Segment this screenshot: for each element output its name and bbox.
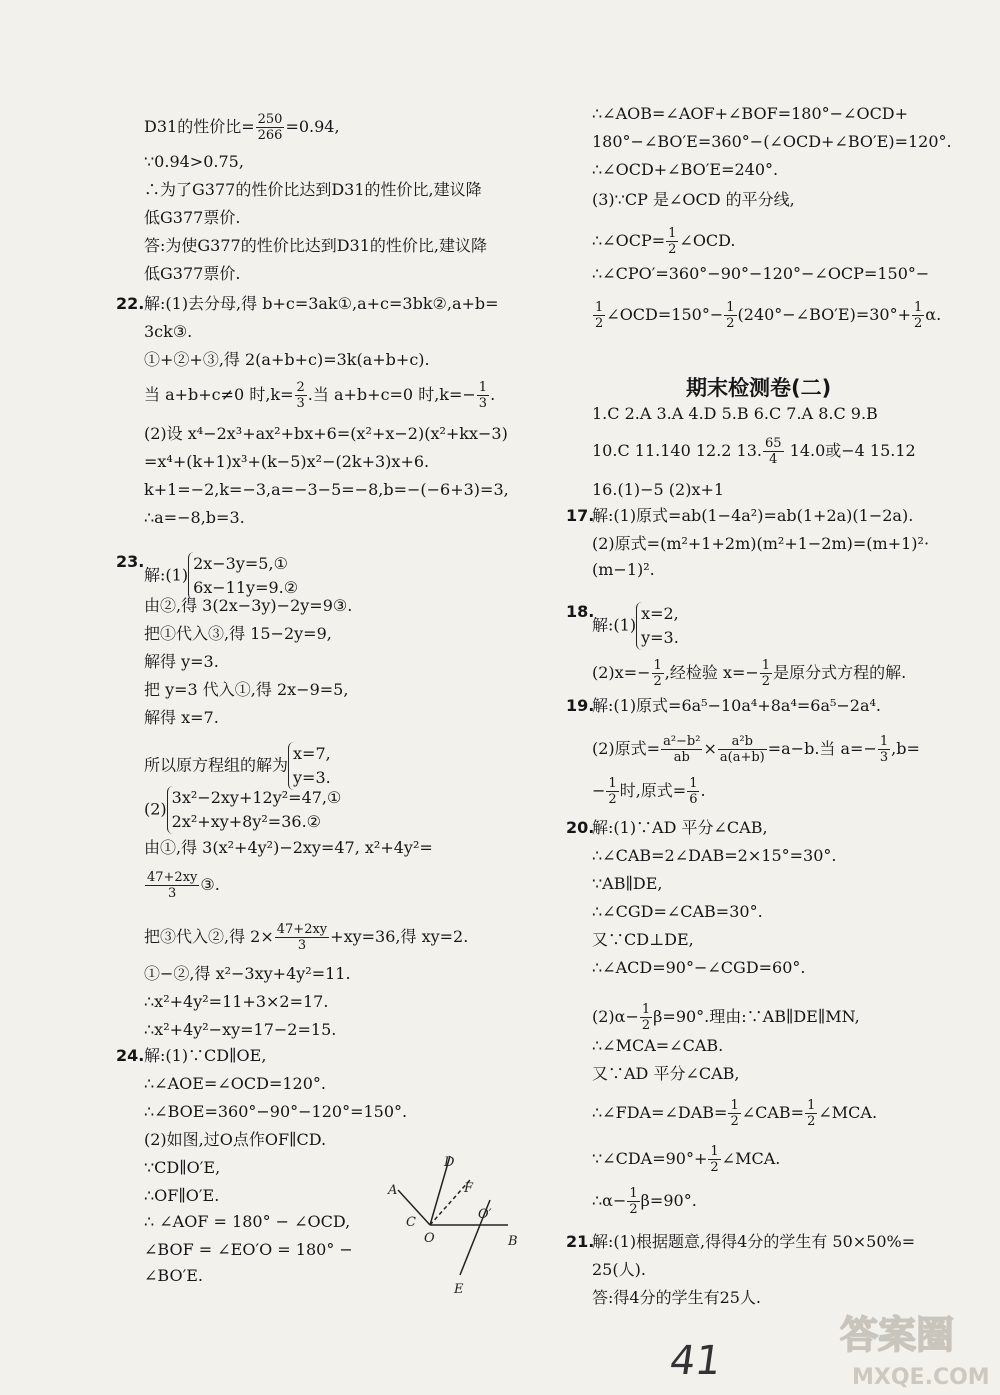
fraction	[275, 922, 329, 953]
text-line	[592, 846, 836, 866]
fraction	[687, 776, 699, 807]
fraction	[627, 1186, 639, 1217]
fraction	[912, 300, 924, 331]
text: (2)原式=	[592, 739, 661, 758]
text-line	[144, 1102, 407, 1122]
text: ∴∠AOE=∠OCD=120°.	[144, 1074, 326, 1093]
text: .	[490, 385, 496, 404]
label-f: F	[464, 1181, 474, 1196]
text-line	[144, 1130, 326, 1150]
text-line	[144, 112, 340, 143]
text: ∴∠ACD=90°−∠CGD=60°.	[592, 958, 806, 977]
text-line	[144, 236, 487, 256]
text-line	[592, 930, 694, 950]
text-line	[592, 436, 916, 467]
question-number: 19.	[566, 696, 595, 715]
fraction	[878, 734, 890, 765]
numerator: 1	[689, 776, 698, 791]
text: ③.	[200, 875, 220, 894]
text-line	[592, 776, 706, 807]
text-line	[116, 1046, 267, 1066]
text-line	[592, 1002, 860, 1033]
text-line	[144, 1212, 350, 1232]
label-e: E	[454, 1282, 464, 1297]
svg-text:MXQE.COM: MXQE.COM	[852, 1365, 990, 1390]
text-line	[144, 1186, 219, 1206]
numerator: 1	[710, 1144, 719, 1159]
text: β=90°.理由:∵AB∥DE∥MN,	[653, 1007, 860, 1026]
text: 低G377票价.	[144, 264, 241, 283]
text-line	[592, 104, 908, 124]
numerator: 47+2xy	[147, 870, 198, 885]
text: ×	[703, 739, 717, 758]
text-line	[592, 1288, 761, 1308]
text: .	[700, 781, 706, 800]
denominator: ab	[673, 750, 690, 765]
text-line	[592, 658, 906, 689]
fraction	[805, 1098, 817, 1129]
text: ∴a=−8,b=3.	[144, 508, 245, 527]
fraction	[640, 1002, 652, 1033]
fraction	[295, 380, 307, 411]
text: 解得 y=3.	[144, 652, 219, 671]
denominator: 2	[726, 316, 735, 331]
equation: x=7,	[293, 744, 331, 763]
text: 解:(1)∵AD 平分∠CAB,	[592, 818, 768, 837]
section-heading: 期末检测卷(二)	[686, 376, 832, 400]
text: ∴∠AOB=∠AOF+∠BOF=180°−∠OCD+	[592, 104, 909, 123]
label-a: A	[388, 1183, 398, 1198]
text: ①−②,得 x²−3xy+4y²=11.	[144, 964, 351, 983]
numerator: a²b	[718, 734, 767, 750]
text: 180°−∠BO′E=360°−(∠OCD+∠BO′E)=120°.	[592, 132, 952, 151]
text: ∴x²+4y²−xy=17−2=15.	[144, 1020, 337, 1039]
label-o-prime: O′	[478, 1207, 492, 1222]
numerator: 1	[595, 300, 604, 315]
text: (2)α−	[592, 1007, 639, 1026]
text: ∴∠CGD=∠CAB=30°.	[592, 902, 763, 921]
text-line	[566, 818, 768, 838]
text: (240°−∠BO′E)=30°+	[737, 305, 912, 324]
text: 答:为使G377的性价比达到D31的性价比,建议降	[144, 236, 487, 255]
denominator: 3	[168, 886, 177, 901]
fraction	[477, 380, 489, 411]
text-line	[592, 902, 763, 922]
equation: 6x−11y=9.②	[193, 578, 299, 597]
text: ∵∠CDA=90°+	[592, 1149, 708, 1168]
question-number: 23.	[116, 552, 145, 571]
fraction	[728, 1098, 740, 1129]
text: ∴∠CPO′=360°−90°−120°−∠OCP=150°−	[592, 264, 930, 283]
text: ①+②+③,得 2(a+b+c)=3k(a+b+c).	[144, 350, 430, 369]
text: =0.94,	[285, 117, 340, 136]
text: (2)如图,过O点作OF∥CD.	[144, 1130, 327, 1149]
text-line	[566, 602, 679, 650]
text: 把①代入③,得 15−2y=9,	[144, 624, 332, 643]
numerator: 1	[478, 380, 488, 395]
denominator: 3	[296, 396, 305, 411]
text-line	[592, 480, 724, 500]
fraction	[763, 436, 784, 467]
numerator: 1	[914, 300, 923, 315]
text-line	[566, 506, 914, 526]
text-line	[592, 534, 929, 554]
text: ∴x²+4y²=11+3×2=17.	[144, 992, 329, 1011]
page-number: 41	[666, 1338, 725, 1384]
numerator: 47+2xy	[276, 922, 328, 937]
equation: 3x²−2xy+12y²=47,①	[171, 788, 342, 807]
numerator: 1	[726, 300, 735, 315]
text: ∴ ∠AOF = 180° − ∠OCD,	[144, 1212, 351, 1231]
text-line	[144, 708, 219, 728]
text-line	[144, 870, 220, 901]
text-line	[144, 992, 328, 1012]
text-line	[566, 1232, 916, 1252]
denominator: 2	[761, 674, 771, 689]
text: ∠BO′E.	[144, 1266, 203, 1285]
text-line	[144, 208, 240, 228]
text: ∴OF∥O′E.	[144, 1186, 220, 1205]
fraction	[652, 658, 664, 689]
text-line	[144, 1240, 353, 1260]
text: 由①,得 3(x²+4y²)−2xy=47, x²+4y²=	[144, 838, 433, 857]
denominator: 2	[608, 792, 617, 807]
fraction	[708, 1144, 720, 1175]
text-line	[592, 300, 941, 331]
text-line	[592, 226, 736, 257]
fraction	[718, 734, 767, 765]
numerator: 1	[641, 1002, 651, 1017]
text-line	[592, 1098, 877, 1129]
text: ,b=	[891, 739, 920, 758]
text: ∴∠BOE=360°−90°−120°=150°.	[144, 1102, 408, 1121]
text-line	[144, 480, 509, 500]
numerator: 1	[730, 1098, 739, 1113]
numerator: a²−b²	[663, 734, 701, 749]
text: (2)原式=(m²+1+2m)(m²+1−2m)=(m+1)²·	[592, 534, 930, 553]
text-line	[592, 264, 929, 284]
text: ∠MCA.	[721, 1149, 781, 1168]
text: α.	[925, 305, 942, 324]
text: ∴∠MCA=∠CAB.	[592, 1036, 724, 1055]
text-line	[144, 922, 468, 953]
text-line	[592, 1260, 646, 1280]
equation: 2x²+xy+8y²=36.②	[171, 812, 321, 831]
text-line	[144, 652, 219, 672]
text-line	[144, 180, 482, 200]
text: 把③代入②,得 2×	[144, 927, 274, 946]
text: ∠BOF = ∠EO′O = 180° −	[144, 1240, 353, 1259]
equation-system	[288, 742, 331, 790]
text: ∵AB∥DE,	[592, 874, 663, 893]
text: 解:(1)	[144, 565, 189, 585]
denominator: a(a+b)	[719, 750, 765, 765]
equation-system	[636, 602, 679, 650]
text-line	[592, 1036, 723, 1056]
text-line	[116, 294, 499, 314]
text-line	[592, 734, 920, 765]
text-line	[592, 874, 662, 894]
text: ,经检验 x=−	[664, 663, 759, 682]
numerator: 1	[761, 658, 771, 673]
text-line	[144, 838, 433, 858]
svg-text:答案圈: 答案圈	[840, 1313, 955, 1357]
denominator: 266	[257, 128, 283, 143]
text-line	[144, 350, 430, 370]
text-line	[144, 786, 341, 834]
text: (2)设 x⁴−2x³+ax²+bx+6=(x²+x−2)(x²+kx−3)	[144, 424, 508, 443]
text: ∴∠CAB=2∠DAB=2×15°=30°.	[592, 846, 837, 865]
text: 是原分式方程的解.	[773, 663, 907, 682]
denominator: 3	[879, 750, 889, 765]
text-line	[144, 624, 332, 644]
numerator: 1	[608, 776, 617, 791]
text-line	[144, 742, 331, 790]
text: ∴为了G377的性价比达到D31的性价比,建议降	[144, 180, 482, 199]
equation: y=3.	[293, 768, 331, 787]
question-number: 18.	[566, 602, 595, 621]
text-line	[144, 424, 508, 444]
label-o: O	[424, 1231, 435, 1246]
denominator: 2	[914, 316, 923, 331]
fraction	[145, 870, 199, 901]
text-line	[592, 958, 806, 978]
equation: 2x−3y=5,①	[193, 554, 288, 573]
text-line	[592, 1186, 697, 1217]
text-line	[144, 264, 240, 284]
denominator: 2	[668, 242, 677, 257]
equation-system	[188, 552, 298, 600]
text: 10.C 11.140 12.2 13.	[592, 441, 762, 460]
question-number: 17.	[566, 506, 595, 525]
label-d: D	[444, 1155, 455, 1170]
numerator: 250	[257, 112, 283, 127]
text-line	[144, 508, 245, 528]
text: −	[592, 781, 606, 800]
text-line	[144, 452, 429, 472]
text: =a−b.当 a=−	[767, 739, 877, 758]
text: 解:(1)	[592, 615, 637, 635]
text: 时,原式=	[619, 781, 687, 800]
text: 答:得4分的学生有25人.	[592, 1288, 762, 1307]
text: ∠CAB=	[741, 1103, 805, 1122]
text-line	[144, 1266, 203, 1286]
text: k+1=−2,k=−3,a=−3−5=−8,b=−(−6+3)=3,	[144, 480, 509, 499]
text-line	[592, 404, 878, 424]
text: 16.(1)−5 (2)x+1	[592, 480, 725, 499]
numerator: 65	[765, 436, 782, 451]
fraction	[661, 734, 702, 765]
text: 由②,得 3(2x−3y)−2y=9③.	[144, 596, 353, 615]
denominator: 3	[297, 938, 307, 953]
text: 解:(1)去分母,得 b+c=3ak①,a+c=3bk②,a+b=	[144, 294, 499, 313]
denominator: 2	[807, 1114, 816, 1129]
denominator: 2	[629, 1202, 638, 1217]
label-b: B	[508, 1234, 518, 1249]
text: (2)	[144, 799, 167, 819]
text-line	[592, 160, 778, 180]
text-line	[592, 190, 795, 210]
label-c: C	[406, 1215, 416, 1230]
fraction	[593, 300, 605, 331]
text: (2)x=−	[592, 663, 651, 682]
text: 3ck③.	[144, 322, 193, 341]
denominator: 3	[478, 396, 488, 411]
text: 当 a+b+c≠0 时,k=	[144, 385, 294, 404]
text: 1.C 2.A 3.A 4.D 5.B 6.C 7.A 8.C 9.B	[592, 404, 878, 423]
numerator: 1	[629, 1186, 638, 1201]
text: ∠OCD.	[679, 231, 736, 250]
text-line	[144, 380, 495, 411]
text: 所以原方程组的解为	[144, 755, 289, 775]
denominator: 2	[641, 1018, 651, 1033]
denominator: 6	[689, 792, 698, 807]
text: D31的性价比=	[144, 117, 255, 136]
numerator: 1	[807, 1098, 816, 1113]
geometry-figure	[380, 1150, 530, 1300]
text: 解得 x=7.	[144, 708, 219, 727]
text-line	[592, 1144, 780, 1175]
text-line	[144, 152, 244, 172]
text: .当 a+b+c=0 时,k=−	[307, 385, 476, 404]
text: 解:(1)∵CD∥OE,	[144, 1046, 267, 1065]
fraction	[666, 226, 678, 257]
question-number: 24.	[116, 1046, 145, 1065]
equation: y=3.	[641, 628, 679, 647]
text: 低G377票价.	[144, 208, 241, 227]
text-line	[144, 680, 348, 700]
fraction	[724, 300, 736, 331]
text: 又∵AD 平分∠CAB,	[592, 1064, 740, 1083]
text: 又∵CD⊥DE,	[592, 930, 694, 949]
text: 25(人).	[592, 1260, 646, 1279]
text-line	[144, 322, 192, 342]
equation-system	[167, 786, 342, 834]
text: ∴∠OCD+∠BO′E=240°.	[592, 160, 779, 179]
denominator: 4	[769, 452, 778, 467]
denominator: 2	[730, 1114, 739, 1129]
text: (3)∵CP 是∠OCD 的平分线,	[592, 190, 795, 209]
text: ∴∠FDA=∠DAB=	[592, 1103, 728, 1122]
denominator: 2	[595, 316, 604, 331]
equation: x=2,	[641, 604, 679, 623]
denominator: 2	[710, 1160, 719, 1175]
text: 解:(1)原式=ab(1−4a²)=ab(1+2a)(1−2a).	[592, 506, 914, 525]
watermark-logo	[830, 1300, 1000, 1395]
fraction	[606, 776, 618, 807]
numerator: 1	[879, 734, 889, 749]
text-line	[144, 1020, 336, 1040]
text: ∵CD∥O′E,	[144, 1158, 221, 1177]
text-line	[566, 696, 882, 716]
text: 把 y=3 代入①,得 2x−9=5,	[144, 680, 349, 699]
text: =x⁴+(k+1)x³+(k−5)x²−(2k+3)x+6.	[144, 452, 430, 471]
text-line	[144, 596, 352, 616]
denominator: 2	[653, 674, 662, 689]
text: ∠OCD=150°−	[606, 305, 724, 324]
text-line	[592, 1064, 740, 1084]
text: ∴∠OCP=	[592, 231, 666, 250]
text: 解:(1)根据题意,得得4分的学生有 50×50%=	[592, 1232, 916, 1251]
question-number: 22.	[116, 294, 145, 313]
text: ∠MCA.	[818, 1103, 878, 1122]
question-number: 20.	[566, 818, 595, 837]
text-line	[116, 552, 299, 600]
question-number: 21.	[566, 1232, 595, 1251]
fraction	[256, 112, 285, 143]
text-line	[144, 1074, 326, 1094]
numerator: 2	[296, 380, 305, 395]
text-line	[144, 1158, 220, 1178]
text-line	[592, 560, 655, 580]
text: (m−1)².	[592, 560, 655, 579]
numerator: 1	[653, 658, 662, 673]
text: 解:(1)原式=6a⁵−10a⁴+8a⁴=6a⁵−2a⁴.	[592, 696, 882, 715]
text: ∵0.94>0.75,	[144, 152, 244, 171]
text: +xy=36,得 xy=2.	[330, 927, 469, 946]
text-line	[144, 964, 351, 984]
text: 14.0或−4 15.12	[784, 441, 916, 460]
numerator: 1	[668, 226, 677, 241]
fraction	[760, 658, 772, 689]
text: ∴α−	[592, 1191, 627, 1210]
text: β=90°.	[640, 1191, 697, 1210]
text-line	[592, 132, 952, 152]
